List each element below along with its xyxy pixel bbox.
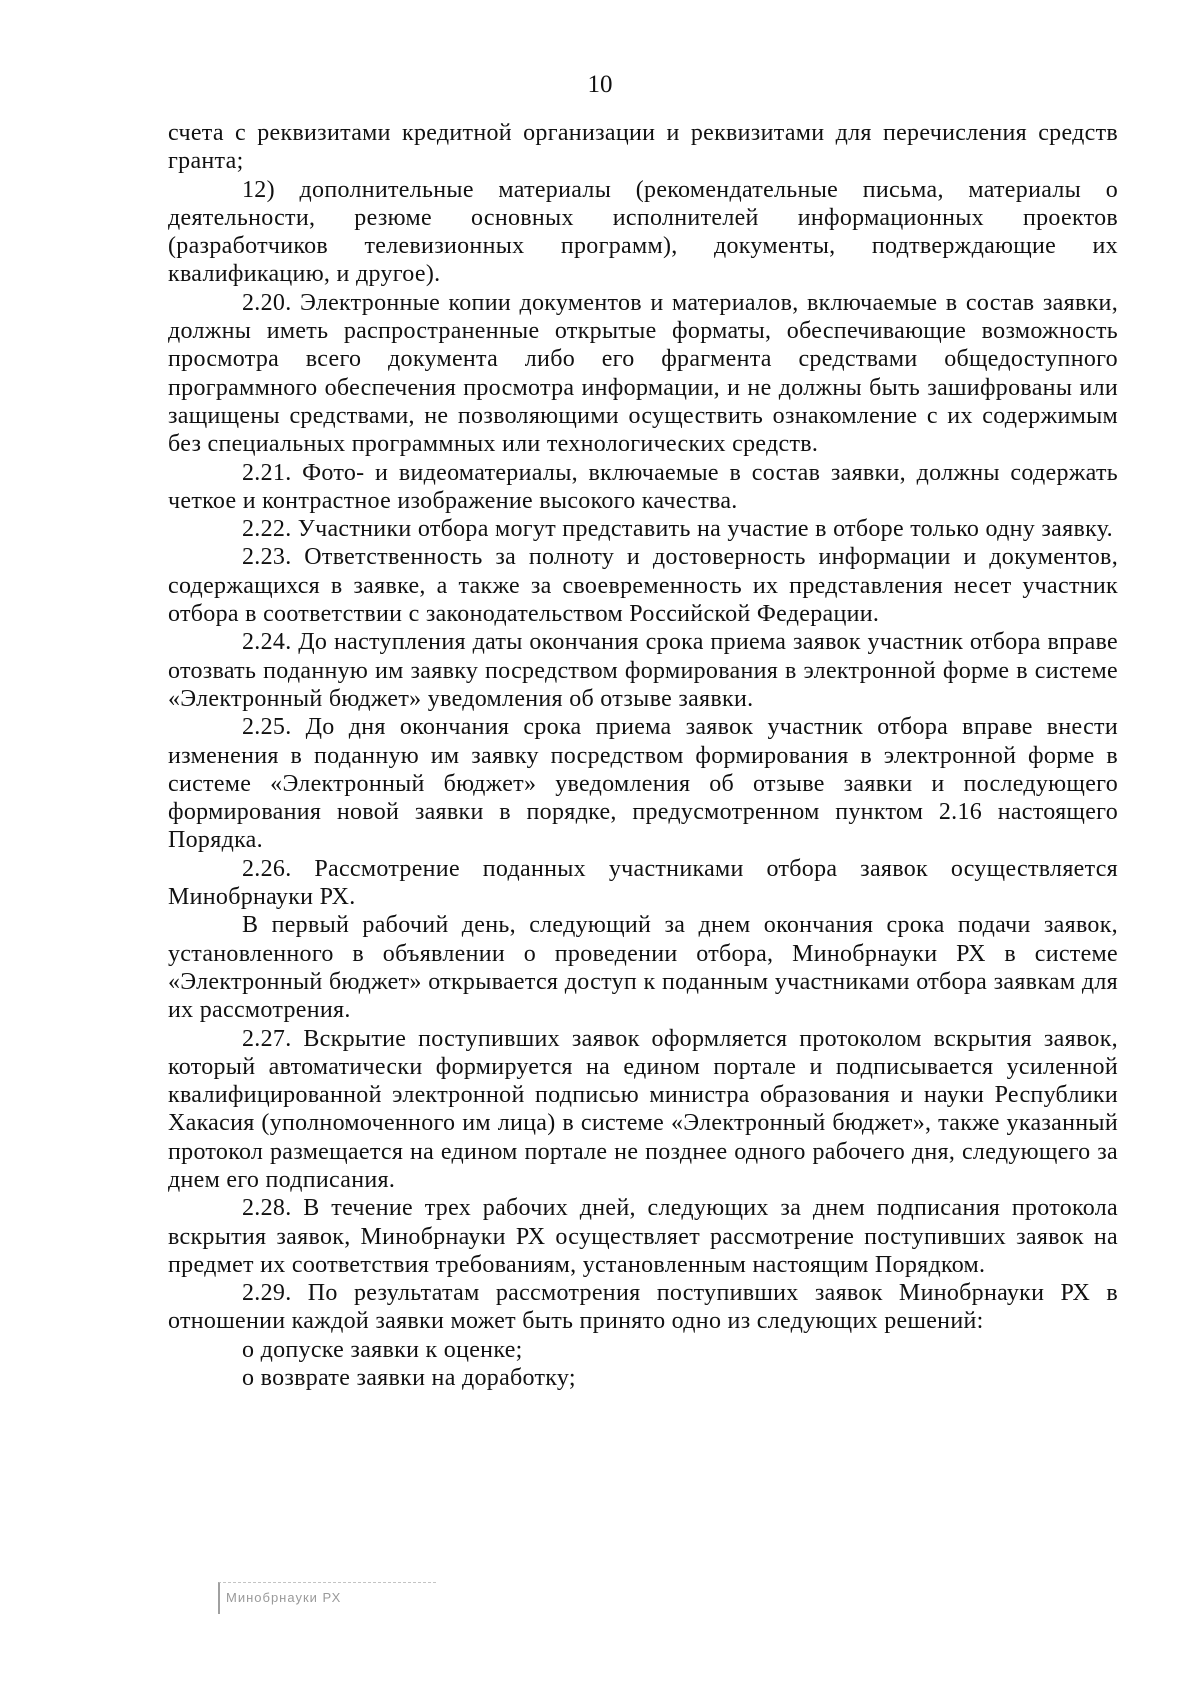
document-body [168,119,1118,1392]
paragraph: 2.25. До дня окончания срока приема заявок участник отбора вправе внести изменения в поданную им заявку посредством формирования в электронной форме в системе «Электронный бюджет» уведомления об отзыве заявки и последующего формирования новой заявки в порядке, предусмотренном пунктом 2.16 настоящего Порядка. [168,714,1118,854]
paragraph: счета с реквизитами кредитной организации и реквизитами для перечисления средств гранта; [168,120,1118,175]
paragraph: о возврате заявки на доработку; [242,1365,576,1392]
paragraph: о допуске заявки к оценке; [242,1336,523,1363]
faded-stamp: Минобрнауки РХ [218,1582,436,1614]
paragraph: 2.26. Рассмотрение поданных участниками отбора заявок осуществляется Минобрнауки РХ. [168,855,1118,911]
paragraph: 2.24. До наступления даты окончания срока приема заявок участник отбора вправе отозвать поданную им заявку посредством формирования в электронной форме в системе «Электронный бюджет» уведомления об отзыве заявки. [168,629,1118,712]
paragraph: 12) дополнительные материалы (рекомендательные письма, материалы о деятельности, резюме основных исполнителей информационных проектов (разработчиков телевизионных программ), документы, подтверждающие их квалификацию, и другое). [168,176,1118,288]
paragraph: 2.21. Фото- и видеоматериалы, включаемые в состав заявки, должны содержать четкое и контрастное изображение высокого качества. [168,459,1118,514]
paragraph: 2.27. Вскрытие поступивших заявок оформляется протоколом вскрытия заявок, который автоматически формируется на едином портале и подписывается усиленной квалифицированной электронной подписью министра образования и науки Республики Хакасия (уполномоченного им лица) в системе «Электронный бюджет», также указанный протокол размещается на едином портале не позднее одного рабочего дня, следующего за днем его подписания. [168,1025,1118,1193]
paragraph: 2.28. В течение трех рабочих дней, следующих за днем подписания протокола вскрытия заявок, Минобрнауки РХ осуществляет рассмотрение поступивших заявок на предмет их соответствия требованиям, установленным настоящим Порядком. [168,1195,1118,1278]
paragraph: 2.22. Участники отбора могут представить на участие в отборе только одну заявку. [242,516,1113,543]
paragraph: 2.23. Ответственность за полноту и достоверность информации и документов, содержащихся в заявке, а также за своевременность их представления несет участник отбора в соответствии с законодательством Российской Федерации. [168,544,1118,628]
paragraph: 2.29. По результатам рассмотрения поступивших заявок Минобрнауки РХ в отношении каждой заявки может быть принято одно из следующих решений: [168,1280,1118,1335]
paragraph: 2.20. Электронные копии документов и материалов, включаемые в состав заявки, должны иметь распространенные открытые форматы, обеспечивающие возможность просмотра всего документа либо его фрагмента средствами общедоступного программного обеспечения просмотра информации, и не должны быть зашифрованы или защищены средствами, не позволяющими осуществить ознакомление с их содержимым без специальных программных или технологических средств. [168,289,1118,458]
page-number: 10 [587,71,613,98]
paragraph: В первый рабочий день, следующий за днем окончания срока подачи заявок, установленного в объявлении о проведении отбора, Минобрнауки РХ в системе «Электронный бюджет» открывается доступ к поданным участниками отбора заявкам для их рассмотрения. [168,912,1118,1024]
